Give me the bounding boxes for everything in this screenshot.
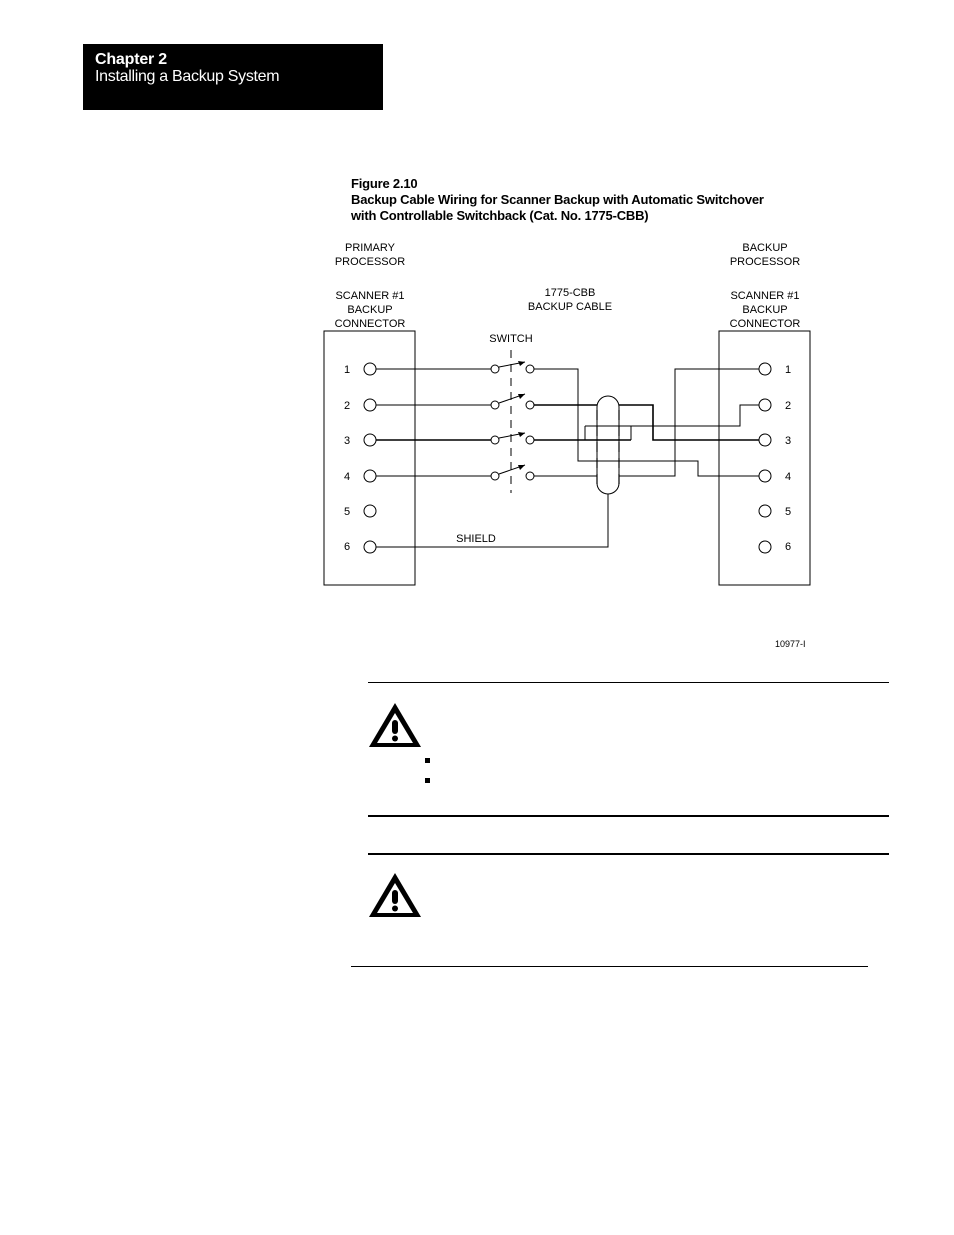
cable-label-1: 1775-CBB [544, 287, 596, 299]
primary-terminal [364, 399, 376, 411]
backup-pin-number: 1 [784, 364, 792, 376]
backup-pin-number: 3 [784, 435, 792, 447]
figure-number: Figure 2.10 [351, 176, 418, 191]
bullet-marker [425, 758, 430, 763]
backup-terminal [759, 470, 771, 482]
backup-terminal [759, 541, 771, 553]
figure-title-line-2: with Controllable Switchback (Cat. No. 1775-CBB) [351, 208, 649, 223]
primary-pin-number: 1 [343, 364, 351, 376]
warning-triangle-icon [366, 700, 424, 750]
primary-label-2: PROCESSOR [334, 256, 406, 268]
backup-pin-number: 4 [784, 471, 792, 483]
backup-terminal [759, 505, 771, 517]
bullet-marker [425, 778, 430, 783]
warning-triangle-icon [366, 870, 424, 920]
primary-pin-number: 6 [343, 541, 351, 553]
primary-pin-number: 5 [343, 506, 351, 518]
warning-bottom-rule [368, 815, 889, 817]
switch-contact [491, 436, 499, 444]
cable-shield [597, 396, 619, 494]
primary-terminal [364, 505, 376, 517]
chapter-title: Installing a Backup System [95, 68, 280, 85]
switch-contact [526, 365, 534, 373]
primary-terminal [364, 470, 376, 482]
switch-contact [526, 436, 534, 444]
backup-label-1: BACKUP [742, 242, 788, 254]
switch-arrow-2 [518, 394, 525, 399]
backup-pin-number: 2 [784, 400, 792, 412]
primary-terminal [364, 541, 376, 553]
wire-to-backup-3 [534, 405, 759, 440]
wire-to-backup-2 [631, 405, 759, 440]
chapter-number: Chapter 2 [95, 51, 167, 68]
backup-connector-label-2: BACKUP [742, 304, 788, 316]
primary-connector-label-2: BACKUP [347, 304, 393, 316]
figure-title-line-1: Backup Cable Wiring for Scanner Backup with Automatic Switchover [351, 192, 764, 207]
primary-connector-label-3: CONNECTOR [334, 318, 406, 330]
backup-terminal [759, 399, 771, 411]
switch-contact [526, 472, 534, 480]
warning-top-rule [368, 682, 889, 683]
warning-top-rule [368, 853, 889, 855]
primary-pin-number: 2 [343, 400, 351, 412]
primary-connector-label-1: SCANNER #1 [335, 290, 405, 302]
backup-terminal [759, 434, 771, 446]
primary-label-1: PRIMARY [345, 242, 395, 254]
switch-arrow-4 [518, 465, 525, 470]
primary-pin-number: 4 [343, 471, 351, 483]
backup-connector-label-1: SCANNER #1 [730, 290, 800, 302]
shield-label: SHIELD [456, 533, 496, 545]
wire-to-backup-4 [534, 369, 759, 476]
backup-pin-number: 6 [784, 541, 792, 553]
primary-pin-number: 3 [343, 435, 351, 447]
switch-contact [526, 401, 534, 409]
section-end-rule [351, 966, 868, 967]
switch-contact [491, 401, 499, 409]
primary-terminal [364, 363, 376, 375]
switch-label: SWITCH [489, 333, 533, 345]
cable-label-2: BACKUP CABLE [527, 301, 613, 313]
figure-id: 10977-I [775, 639, 806, 649]
backup-terminal [759, 363, 771, 375]
switch-contact [491, 472, 499, 480]
backup-label-2: PROCESSOR [729, 256, 801, 268]
switch-contact [491, 365, 499, 373]
backup-pin-number: 5 [784, 506, 792, 518]
backup-connector-label-3: CONNECTOR [729, 318, 801, 330]
primary-terminal [364, 434, 376, 446]
wire-to-backup-1 [534, 369, 759, 476]
